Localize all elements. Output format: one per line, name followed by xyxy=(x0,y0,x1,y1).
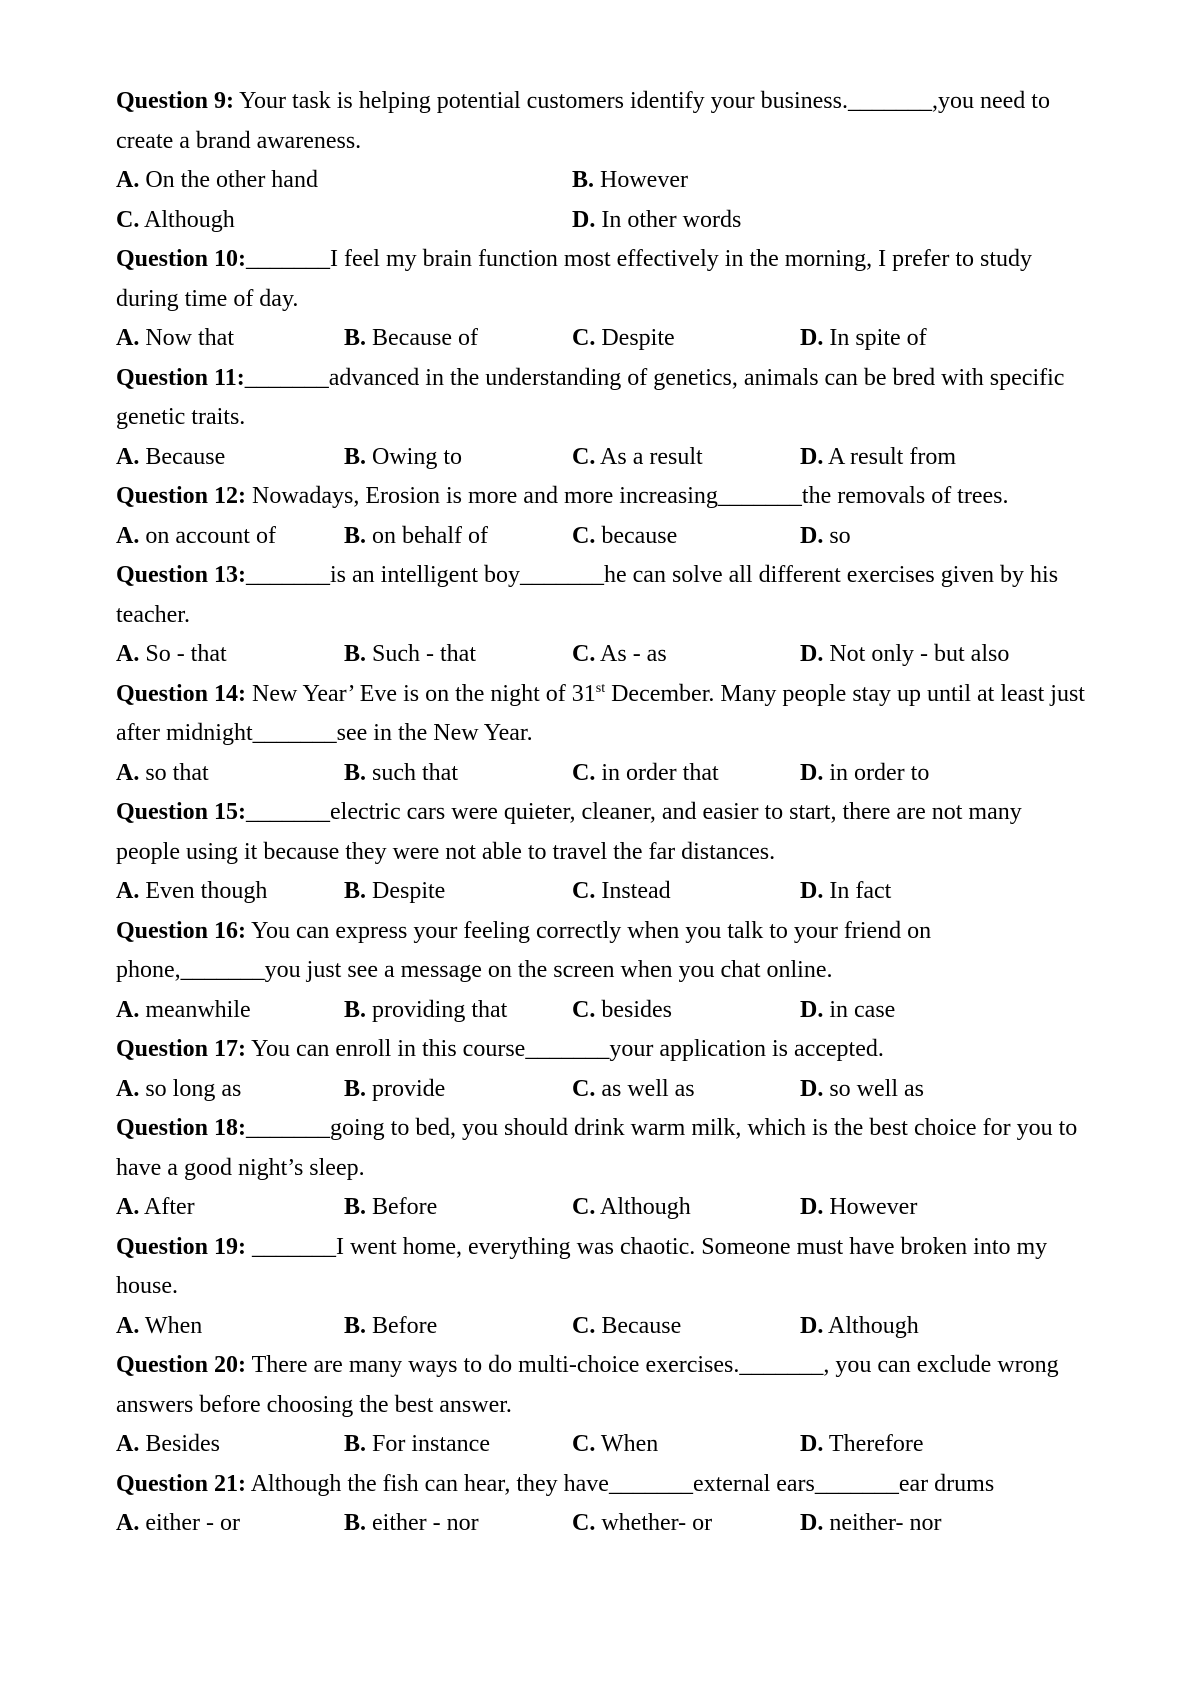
option-text: such that xyxy=(366,759,458,786)
option-text: provide xyxy=(366,1075,446,1102)
option-text: A result from xyxy=(823,443,956,470)
answer-options xyxy=(116,517,1091,557)
answer-option xyxy=(572,1188,800,1228)
answer-options xyxy=(116,1307,1091,1347)
option-letter: A. xyxy=(116,878,140,904)
option-text: on behalf of xyxy=(366,522,488,549)
answer-option xyxy=(116,754,344,794)
option-text: Before xyxy=(366,1312,438,1339)
option-letter: A. xyxy=(116,1194,140,1220)
option-text: either - or xyxy=(139,1510,240,1536)
question-label: Question 10: xyxy=(116,246,247,272)
option-text: so well as xyxy=(823,1075,924,1102)
question-label: Question 17: xyxy=(116,1036,247,1062)
question-stem xyxy=(116,1109,1091,1188)
option-text: in order to xyxy=(823,759,930,786)
answer-option xyxy=(344,319,572,359)
answer-option xyxy=(800,754,929,794)
option-text: neither- nor xyxy=(823,1510,942,1536)
worksheet-page xyxy=(116,82,1091,1544)
option-letter: C. xyxy=(572,1075,596,1102)
answer-option xyxy=(572,754,800,794)
option-text: Because xyxy=(139,443,226,470)
option-letter: A. xyxy=(116,996,140,1023)
question-label: Question 18: xyxy=(116,1115,247,1141)
question-block xyxy=(116,1030,1091,1109)
option-text: When xyxy=(139,1312,203,1339)
option-text: For instance xyxy=(366,1431,490,1457)
question-block xyxy=(116,1346,1091,1465)
option-letter: B. xyxy=(344,1510,367,1536)
option-letter: D. xyxy=(800,1194,824,1220)
question-stem xyxy=(116,1346,1091,1425)
option-text: on account of xyxy=(139,522,276,549)
answer-option xyxy=(116,1070,344,1110)
answer-option xyxy=(116,517,344,557)
option-text: Although xyxy=(139,206,235,233)
answer-options xyxy=(116,1504,1091,1544)
answer-option xyxy=(344,1307,572,1347)
option-text: In other words xyxy=(595,206,742,233)
answer-option xyxy=(572,517,800,557)
option-text: Although xyxy=(823,1312,919,1339)
question-stem xyxy=(116,359,1091,438)
question-text: Although the fish can hear, they have_______external ears_______ear drums xyxy=(246,1470,995,1497)
option-text: in order that xyxy=(595,759,719,786)
answer-option xyxy=(572,161,688,201)
answer-option xyxy=(116,319,344,359)
answer-option xyxy=(800,1188,917,1228)
answer-option xyxy=(116,161,572,201)
option-letter: C. xyxy=(572,1510,596,1536)
option-text: When xyxy=(595,1431,659,1457)
option-text: as well as xyxy=(595,1075,695,1102)
answer-option xyxy=(344,1070,572,1110)
option-letter: A. xyxy=(116,1075,140,1102)
option-text: Even though xyxy=(139,878,268,904)
option-letter: D. xyxy=(572,206,596,233)
option-letter: C. xyxy=(572,878,596,904)
question-block xyxy=(116,359,1091,478)
question-text: There are many ways to do multi-choice exercises._______, you can exclude wrong answers before choosing the best answer. xyxy=(116,1352,1059,1418)
answer-options xyxy=(116,754,1091,794)
answer-option xyxy=(800,1504,941,1544)
option-letter: C. xyxy=(572,759,596,786)
option-text: However xyxy=(594,167,688,193)
answer-option xyxy=(344,635,572,675)
option-text: Because xyxy=(595,1312,682,1339)
question-stem xyxy=(116,556,1091,635)
option-letter: D. xyxy=(800,878,824,904)
option-text: whether- or xyxy=(595,1510,713,1536)
answer-option xyxy=(116,1307,344,1347)
option-text: Besides xyxy=(139,1431,221,1457)
answer-option xyxy=(800,319,927,359)
answer-options xyxy=(116,438,1091,478)
option-text: Instead xyxy=(595,878,671,904)
question-block xyxy=(116,556,1091,675)
question-text: _______I feel my brain function most effectively in the morning, I prefer to study during time of day. xyxy=(116,246,1033,312)
question-text: _______electric cars were quieter, cleaner, and easier to start, there are not many people using it because they were not able to travel the far distances. xyxy=(116,799,1022,865)
answer-option xyxy=(800,635,1009,675)
option-text: Because of xyxy=(366,325,478,351)
answer-option xyxy=(344,754,572,794)
option-letter: B. xyxy=(344,1194,367,1220)
option-letter: B. xyxy=(344,1312,367,1339)
option-text: either - nor xyxy=(366,1510,479,1536)
option-letter: B. xyxy=(344,1075,367,1102)
option-letter: C. xyxy=(572,996,596,1023)
option-text: besides xyxy=(595,996,672,1023)
answer-options xyxy=(116,872,1091,912)
option-letter: D. xyxy=(800,1312,824,1339)
option-text: As - as xyxy=(595,641,667,667)
answer-option xyxy=(572,1425,800,1465)
question-label: Question 21: xyxy=(116,1470,247,1497)
answer-option xyxy=(116,991,344,1031)
ordinal-suffix: st xyxy=(595,680,606,696)
answer-option xyxy=(800,438,956,478)
answer-option xyxy=(116,1188,344,1228)
option-letter: D. xyxy=(800,1510,824,1536)
option-text: In fact xyxy=(823,878,892,904)
option-letter: C. xyxy=(572,1312,596,1339)
question-stem xyxy=(116,1465,1091,1505)
question-stem xyxy=(116,912,1091,991)
question-label: Question 16: xyxy=(116,917,247,944)
question-label: Question 12: xyxy=(116,483,247,509)
option-text: Despite xyxy=(366,878,446,904)
question-stem xyxy=(116,240,1091,319)
question-text: Nowadays, Erosion is more and more increasing_______the removals of trees. xyxy=(246,483,1009,509)
option-letter: D. xyxy=(800,325,824,351)
answer-option xyxy=(800,1070,924,1110)
question-text: _______going to bed, you should drink warm milk, which is the best choice for you to have a good night’s sleep. xyxy=(116,1115,1078,1181)
question-block xyxy=(116,477,1091,556)
question-label: Question 14: xyxy=(116,680,247,707)
option-letter: B. xyxy=(344,996,367,1023)
answer-option xyxy=(116,1504,344,1544)
option-letter: D. xyxy=(800,759,824,786)
option-letter: A. xyxy=(116,759,140,786)
answer-option xyxy=(572,991,800,1031)
answer-option xyxy=(116,438,344,478)
option-text: However xyxy=(823,1194,918,1220)
answer-option xyxy=(572,438,800,478)
answer-option xyxy=(344,1504,572,1544)
answer-option xyxy=(800,1425,924,1465)
option-letter: A. xyxy=(116,1510,140,1536)
option-letter: B. xyxy=(344,443,367,470)
question-text: _______I went home, everything was chaotic. Someone must have broken into my house. xyxy=(116,1233,1048,1299)
answer-option xyxy=(116,872,344,912)
option-letter: B. xyxy=(344,522,367,549)
answer-options xyxy=(116,319,1091,359)
option-text: providing that xyxy=(366,996,508,1023)
answer-option xyxy=(116,201,572,241)
question-label: Question 11: xyxy=(116,364,245,391)
option-text: After xyxy=(139,1194,195,1220)
option-text: Although xyxy=(595,1194,691,1220)
option-text: Now that xyxy=(139,325,234,351)
answer-option xyxy=(572,201,741,241)
option-text: Despite xyxy=(595,325,675,351)
option-letter: A. xyxy=(116,167,140,193)
option-text: so that xyxy=(139,759,209,786)
option-text: meanwhile xyxy=(139,996,251,1023)
option-letter: B. xyxy=(344,759,367,786)
option-letter: C. xyxy=(572,1431,596,1457)
option-text: On the other hand xyxy=(139,167,318,193)
option-letter: B. xyxy=(344,325,367,351)
answer-option xyxy=(344,1188,572,1228)
option-letter: D. xyxy=(800,1075,824,1102)
answer-option xyxy=(344,991,572,1031)
answer-option xyxy=(800,517,851,557)
answer-option xyxy=(572,319,800,359)
answer-option xyxy=(572,1504,800,1544)
question-text: December. Many people stay up until at least just after midnight_______see in the New Year. xyxy=(116,680,1085,746)
answer-option xyxy=(800,1307,919,1347)
option-text: in case xyxy=(823,996,896,1023)
answer-option xyxy=(572,635,800,675)
question-text: _______advanced in the understanding of genetics, animals can be bred with specific genetic traits. xyxy=(116,364,1065,430)
answer-options xyxy=(116,1070,1091,1110)
option-letter: C. xyxy=(572,325,596,351)
question-block xyxy=(116,1109,1091,1228)
question-block xyxy=(116,240,1091,359)
option-letter: B. xyxy=(572,167,595,193)
answer-option xyxy=(344,872,572,912)
option-text: so long as xyxy=(139,1075,242,1102)
option-letter: A. xyxy=(116,1312,140,1339)
question-label: Question 9: xyxy=(116,88,235,114)
option-letter: C. xyxy=(572,1194,596,1220)
option-text: Such - that xyxy=(366,641,476,667)
option-letter: A. xyxy=(116,1431,140,1457)
question-stem xyxy=(116,1228,1091,1307)
question-block xyxy=(116,675,1091,794)
option-text: Therefore xyxy=(823,1431,924,1457)
answer-option xyxy=(116,1425,344,1465)
question-stem xyxy=(116,675,1091,754)
answer-options xyxy=(116,1188,1091,1228)
question-block xyxy=(116,912,1091,1031)
answer-options xyxy=(116,991,1091,1031)
answer-options xyxy=(116,635,1091,675)
question-text: You can express your feeling correctly when you talk to your friend on phone,_______you just see a message on the screen when you chat online. xyxy=(116,917,932,983)
option-letter: B. xyxy=(344,641,367,667)
answer-option xyxy=(572,872,800,912)
option-letter: C. xyxy=(572,443,596,470)
question-text: Your task is helping potential customers identify your business._______,you need to create a brand awareness. xyxy=(116,88,1050,154)
option-text: So - that xyxy=(139,641,227,667)
option-letter: C. xyxy=(116,206,140,233)
option-text: In spite of xyxy=(823,325,927,351)
question-text: New Year’ Eve is on the night of 31 xyxy=(246,680,596,707)
question-block xyxy=(116,1465,1091,1544)
option-letter: D. xyxy=(800,522,824,549)
option-letter: D. xyxy=(800,641,824,667)
option-letter: B. xyxy=(344,878,367,904)
answer-option xyxy=(344,1425,572,1465)
answer-option xyxy=(344,517,572,557)
answer-options xyxy=(116,161,1091,240)
option-letter: B. xyxy=(344,1431,367,1457)
answer-option xyxy=(800,872,891,912)
answer-option xyxy=(800,991,895,1031)
option-text: Before xyxy=(366,1194,438,1220)
option-text: so xyxy=(823,522,851,549)
answer-options xyxy=(116,1425,1091,1465)
question-label: Question 19: xyxy=(116,1233,247,1260)
question-block xyxy=(116,82,1091,240)
answer-option xyxy=(572,1307,800,1347)
option-letter: A. xyxy=(116,641,140,667)
question-stem xyxy=(116,82,1091,161)
option-letter: C. xyxy=(572,522,596,549)
option-text: As a result xyxy=(595,443,703,470)
question-text: You can enroll in this course_______your application is accepted. xyxy=(246,1036,884,1062)
question-stem xyxy=(116,793,1091,872)
question-stem xyxy=(116,477,1091,517)
answer-option xyxy=(116,635,344,675)
option-letter: A. xyxy=(116,443,140,470)
option-text: because xyxy=(595,522,678,549)
question-label: Question 13: xyxy=(116,562,247,588)
question-label: Question 20: xyxy=(116,1352,247,1378)
option-text: Owing to xyxy=(366,443,463,470)
question-label: Question 15: xyxy=(116,799,247,825)
answer-option xyxy=(344,438,572,478)
question-stem xyxy=(116,1030,1091,1070)
option-letter: D. xyxy=(800,443,824,470)
option-letter: D. xyxy=(800,996,824,1023)
option-text: Not only - but also xyxy=(823,641,1010,667)
option-letter: D. xyxy=(800,1431,824,1457)
question-block xyxy=(116,1228,1091,1347)
question-text: _______is an intelligent boy_______he can solve all different exercises given by his teacher. xyxy=(116,562,1059,628)
option-letter: A. xyxy=(116,522,140,549)
question-block xyxy=(116,793,1091,912)
option-letter: A. xyxy=(116,325,140,351)
option-letter: C. xyxy=(572,641,596,667)
answer-option xyxy=(572,1070,800,1110)
